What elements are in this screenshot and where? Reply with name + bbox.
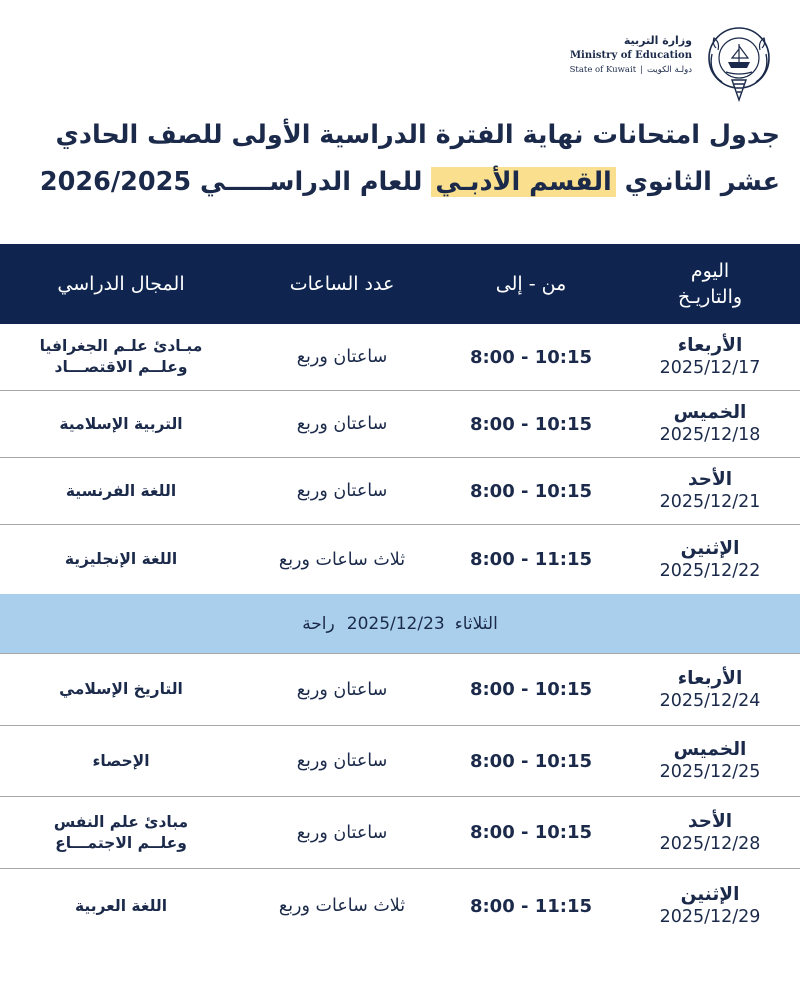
duration: ساعتان وربع — [296, 414, 388, 434]
day-cell — [620, 726, 800, 796]
rest-day-name: الثلاثاء — [454, 613, 498, 634]
subject-cell — [0, 324, 242, 390]
title-line-2 — [20, 159, 780, 206]
subject-line-1: مبـادئ علـم الجغرافيا — [39, 337, 203, 355]
time-range: 8:00 - 10:15 — [469, 480, 593, 502]
header-subject: المجال الدراسي — [57, 273, 185, 295]
table-row — [0, 726, 800, 797]
day-cell — [620, 797, 800, 868]
rest-day-date: 2025/12/23 — [346, 613, 445, 634]
subject-line-1: التربية الإسلامية — [59, 414, 183, 433]
header-date: والتاريـخ — [677, 286, 743, 308]
header-day-date — [620, 244, 800, 324]
exam-date: 2025/12/18 — [659, 425, 761, 445]
day-name: الأربعاء — [677, 335, 743, 356]
day-cell — [620, 869, 800, 943]
exam-date: 2025/12/17 — [659, 358, 761, 378]
ministry-name-ar: وزارة التربية — [623, 34, 692, 47]
page-title — [20, 112, 780, 206]
day-cell — [620, 324, 800, 390]
subject-line-1: التاريخ الإسلامي — [59, 680, 183, 698]
time-range: 8:00 - 11:15 — [469, 549, 593, 570]
header-time: من - إلى — [495, 273, 567, 295]
duration: ساعتان وربع — [296, 481, 388, 501]
kuwait-emblem-icon — [702, 24, 776, 102]
duration: ثلاث ساعات وربع — [278, 896, 406, 916]
subject-line-2: وعلــم الاجتمـــاع — [55, 833, 187, 852]
day-cell — [620, 391, 800, 457]
state-name-ar: دولـة الكويت — [647, 65, 692, 75]
day-cell — [620, 654, 800, 725]
subject-line-1: الإحصاء — [92, 751, 150, 770]
exam-date: 2025/12/29 — [659, 907, 761, 927]
subject-cell — [0, 654, 242, 725]
exam-date: 2025/12/28 — [659, 833, 761, 854]
subject-cell — [0, 869, 242, 943]
rest-day-row — [0, 594, 800, 654]
exam-date: 2025/12/21 — [659, 492, 761, 512]
title-section-highlight: القسم الأدبـي — [431, 167, 615, 197]
subject-line-1: اللغة الإنجليزية — [64, 550, 178, 568]
exam-date: 2025/12/22 — [659, 560, 761, 581]
subject-line-1: مبادئ علم النفس — [53, 812, 189, 831]
table-header — [0, 244, 800, 324]
subject-line-1: اللغة الفرنسية — [65, 481, 177, 500]
ministry-name-en: Ministry of Education — [569, 50, 692, 61]
subject-line-1: اللغة العربية — [74, 896, 168, 915]
day-name: الخميس — [673, 739, 747, 760]
subject-line-2: وعلــم الاقتصـــاد — [54, 358, 188, 376]
table-row — [0, 654, 800, 726]
duration: ساعتان وربع — [296, 347, 388, 367]
table-row — [0, 324, 800, 391]
title-academic-year-label: للعام الدراســـــي — [200, 167, 423, 197]
duration: ثلاث ساعات وربع — [278, 549, 406, 570]
table-row — [0, 797, 800, 869]
duration: ساعتان وربع — [296, 679, 388, 700]
day-name: الخميس — [673, 402, 747, 423]
header-day: اليوم — [690, 260, 730, 282]
duration: ساعتان وربع — [296, 751, 388, 771]
table-row — [0, 525, 800, 594]
day-cell — [620, 525, 800, 594]
time-range: 8:00 - 10:15 — [469, 750, 593, 772]
subject-cell — [0, 391, 242, 457]
subject-cell — [0, 458, 242, 524]
ministry-logo — [516, 24, 776, 104]
day-name: الأربعاء — [677, 667, 743, 689]
exam-date: 2025/12/24 — [659, 690, 761, 711]
ministry-name — [532, 34, 692, 75]
subject-cell — [0, 525, 242, 594]
state-name-en: State of Kuwait — [569, 65, 637, 75]
time-range: 8:00 - 10:15 — [469, 413, 593, 435]
state-separator: | — [640, 65, 644, 75]
day-cell — [620, 458, 800, 524]
time-range: 8:00 - 11:15 — [469, 895, 593, 917]
title-line-1: جدول امتحانات نهاية الفترة الدراسية الأولى للصف الحادي — [55, 120, 780, 150]
day-name: الأحد — [687, 469, 733, 490]
time-range: 8:00 - 10:15 — [469, 822, 593, 843]
exam-schedule-table — [0, 244, 800, 943]
table-row — [0, 391, 800, 458]
day-name: الأحد — [687, 810, 733, 832]
day-name: الإثنين — [680, 537, 740, 559]
time-range: 8:00 - 10:15 — [469, 679, 593, 700]
title-year: 2026/2025 — [39, 167, 192, 197]
day-name: الإثنين — [680, 884, 740, 905]
exam-date: 2025/12/25 — [659, 762, 761, 782]
table-row — [0, 869, 800, 943]
table-row — [0, 458, 800, 525]
time-range: 8:00 - 10:15 — [469, 346, 593, 368]
duration: ساعتان وربع — [296, 822, 388, 843]
subject-cell — [0, 797, 242, 868]
state-line — [532, 65, 692, 75]
rest-label: راحة — [302, 613, 335, 634]
subject-cell — [0, 726, 242, 796]
title-grade: عشر الثانوي — [624, 167, 780, 197]
header-hours: عدد الساعات — [289, 273, 395, 295]
